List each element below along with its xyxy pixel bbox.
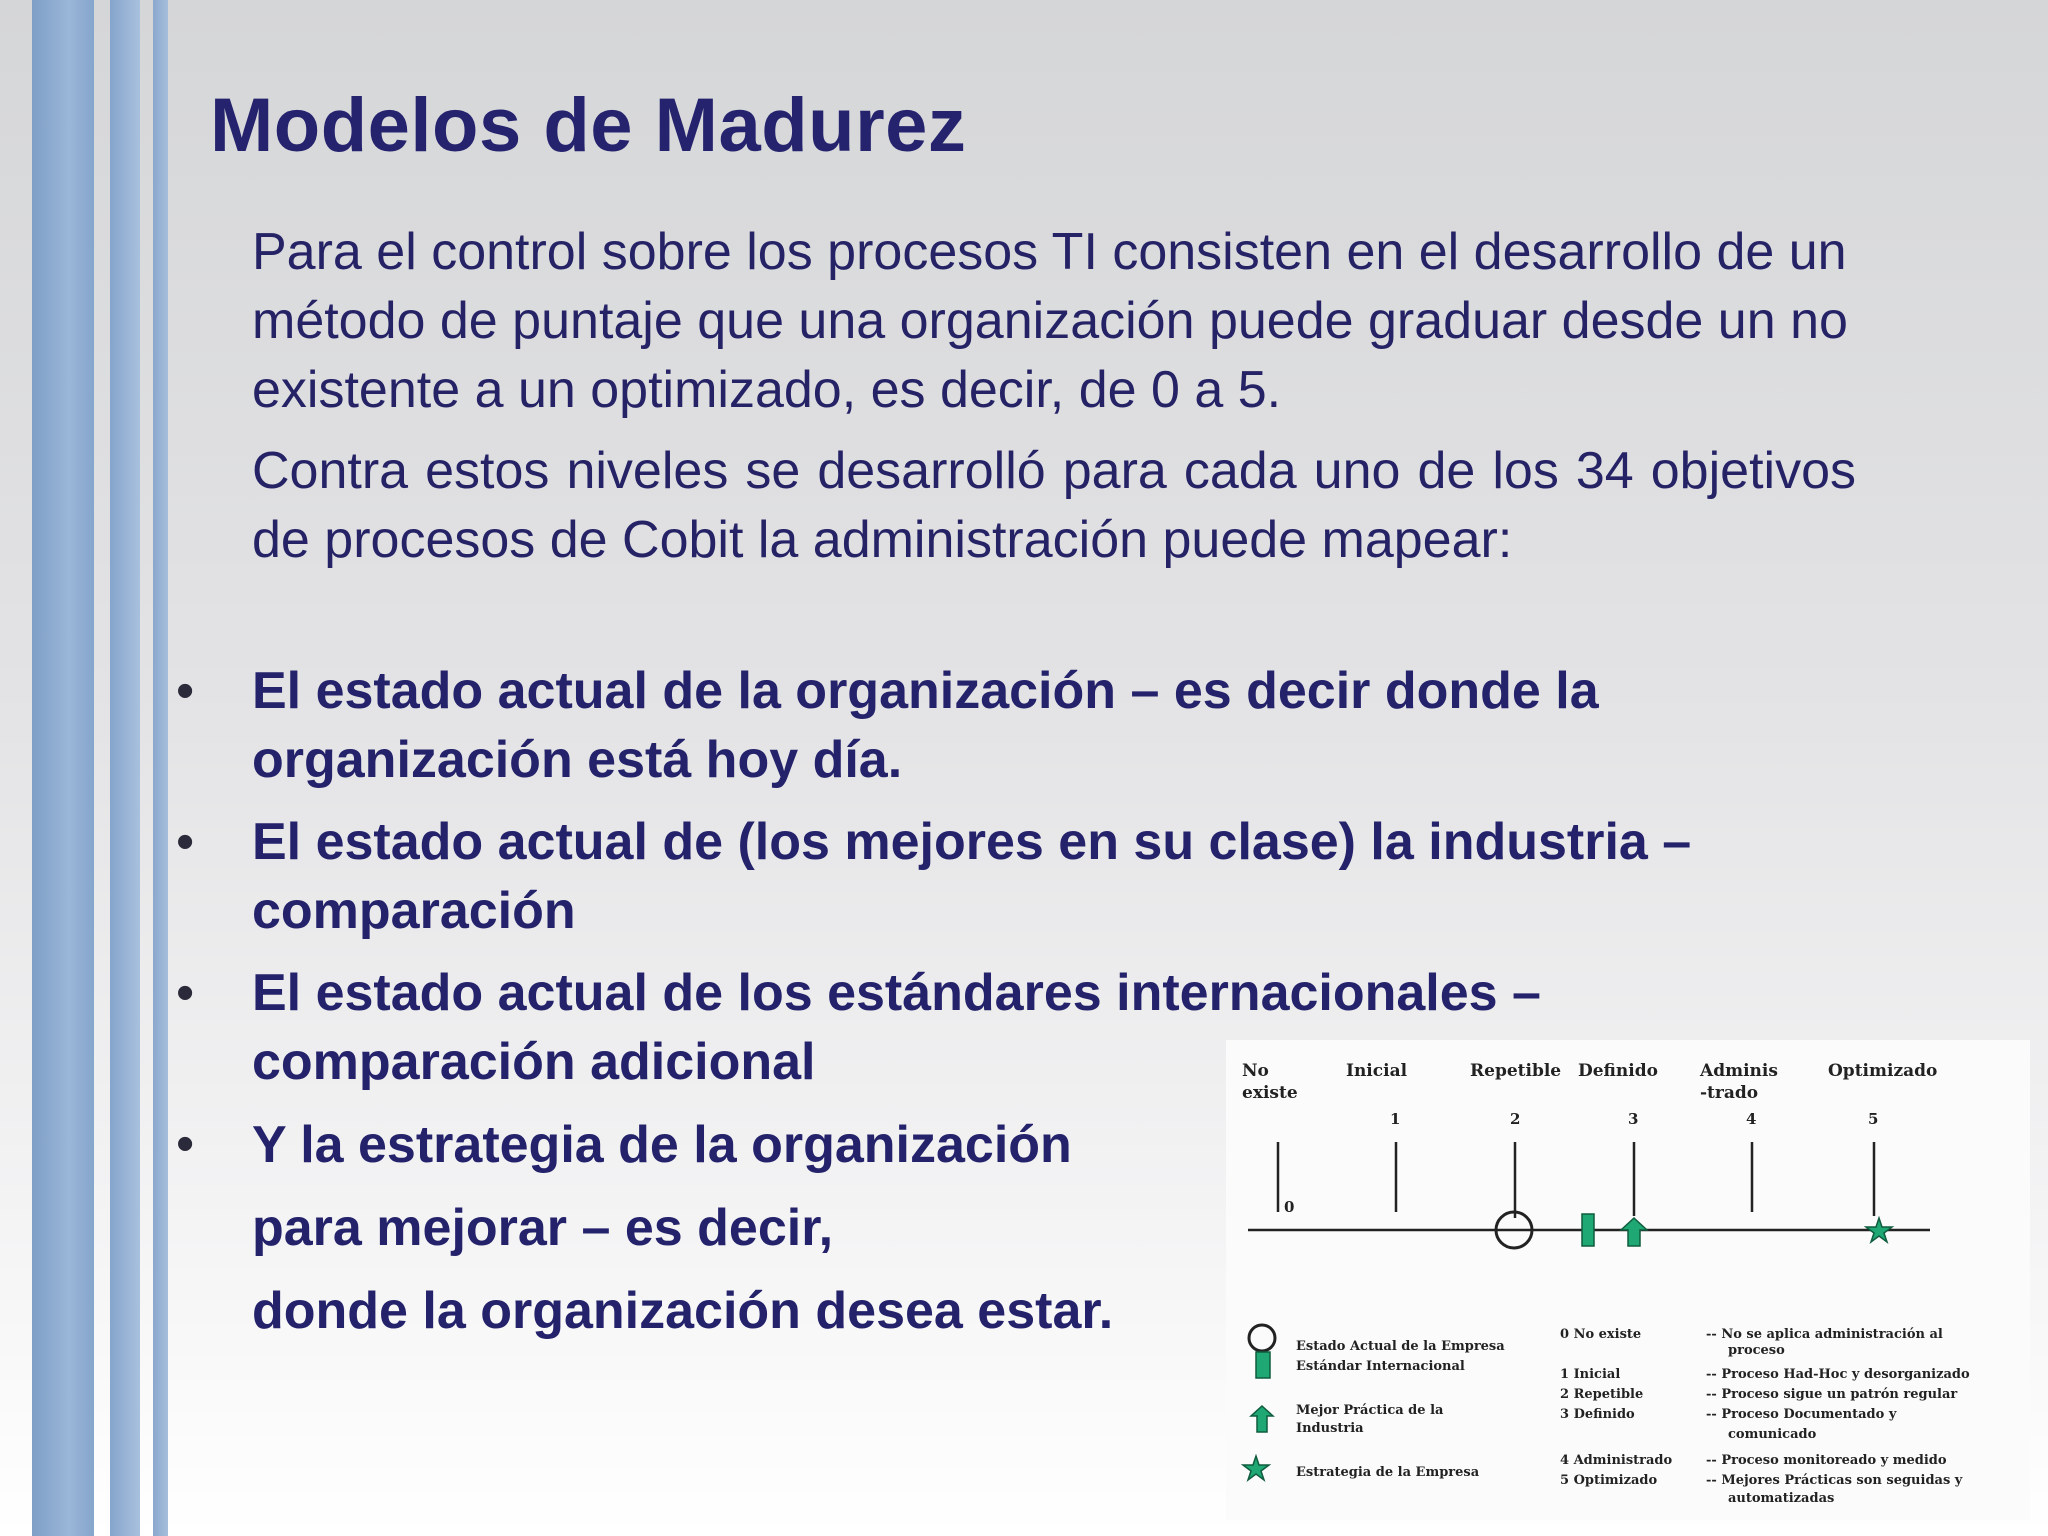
slide-title: Modelos de Madurez (210, 83, 967, 168)
level-def-desc: -- Proceso Had-Hoc y desorganizado (1706, 1367, 1970, 1382)
legend-label: Industria (1296, 1421, 1364, 1436)
level-def-desc: comunicado (1728, 1427, 1817, 1442)
bullet-marker: • (176, 662, 195, 720)
level-def-name: 2 Repetible (1560, 1387, 1644, 1402)
bullet-line: para mejorar – es decir, (252, 1199, 834, 1257)
level-name: Repetible (1470, 1061, 1562, 1081)
rectangle-marker-icon (1582, 1214, 1594, 1246)
decorative-stripe-medium (110, 0, 140, 1536)
bullet-text: El estado actual de los estándares internacionales – comparación adicional (252, 964, 1541, 1091)
level-def-desc: -- Mejores Prácticas son seguidas y (1706, 1473, 1963, 1488)
level-def-desc: proceso (1728, 1343, 1785, 1358)
bullet-line: Y la estrategia de la organización (252, 1116, 1072, 1174)
level-name: Definido (1578, 1061, 1658, 1081)
level-number: 5 (1868, 1110, 1879, 1128)
level-def-desc: -- No se aplica administración al (1706, 1327, 1943, 1342)
legend-label: Estado Actual de la Empresa (1296, 1339, 1505, 1354)
maturity-scale-figure (1226, 1040, 2030, 1520)
level-name: Adminis (1700, 1061, 1778, 1081)
arrow-up-marker-icon (1251, 1406, 1273, 1432)
star-marker-icon (1866, 1218, 1892, 1242)
decorative-stripe-wide (32, 0, 94, 1536)
level-number: 2 (1510, 1110, 1521, 1128)
bullet-marker: • (176, 964, 195, 1022)
level-def-desc: automatizadas (1728, 1491, 1835, 1506)
decorative-stripe-thin (153, 0, 168, 1536)
bullet-text: El estado actual de la organización – es decir donde la organización está hoy día. (252, 662, 1599, 789)
paragraph-levels: Contra estos niveles se desarrolló para cada uno de los 34 objetivos de procesos de Cobit la administración puede mapear: (252, 442, 1856, 569)
level-def-desc: -- Proceso Documentado y (1706, 1407, 1897, 1422)
level-number: 3 (1628, 1110, 1639, 1128)
circle-marker-icon (1249, 1325, 1275, 1351)
level-def-name: 4 Administrado (1560, 1453, 1673, 1468)
level-def-name: 3 Definido (1560, 1407, 1635, 1422)
level-def-name: 1 Inicial (1560, 1367, 1621, 1382)
level-name: existe (1242, 1083, 1298, 1103)
bullet-text: El estado actual de (los mejores en su clase) la industria – comparación (252, 813, 1692, 940)
level-def-name: 0 No existe (1560, 1327, 1642, 1342)
level-def-name: 5 Optimizado (1560, 1473, 1658, 1488)
level-name: Inicial (1346, 1061, 1408, 1081)
paragraph-intro: Para el control sobre los procesos TI consisten en el desarrollo de un método de puntaje que una organización puede graduar desde un no existente a un optimizado, es decir, de 0 a 5. (252, 223, 1848, 419)
level-number: 0 (1284, 1198, 1295, 1216)
legend-label: Estándar Internacional (1296, 1359, 1465, 1374)
maturity-scale-diagram (1226, 1040, 2030, 1520)
level-name: -trado (1700, 1083, 1759, 1103)
bullet-marker: • (176, 813, 195, 871)
level-number: 1 (1390, 1110, 1401, 1128)
bullet-line: donde la organización desea estar. (252, 1282, 1114, 1340)
legend-label: Estrategia de la Empresa (1296, 1465, 1480, 1480)
level-def-desc: -- Proceso monitoreado y medido (1706, 1453, 1947, 1468)
level-name: Optimizado (1828, 1061, 1938, 1081)
arrow-up-marker-icon (1621, 1218, 1647, 1246)
bullet-marker: • (176, 1115, 195, 1173)
level-number: 4 (1746, 1110, 1757, 1128)
star-marker-icon (1243, 1456, 1269, 1480)
rectangle-marker-icon (1256, 1352, 1270, 1378)
level-name: No (1242, 1061, 1269, 1081)
legend-label: Mejor Práctica de la (1296, 1403, 1444, 1418)
level-def-desc: -- Proceso sigue un patrón regular (1706, 1387, 1958, 1402)
